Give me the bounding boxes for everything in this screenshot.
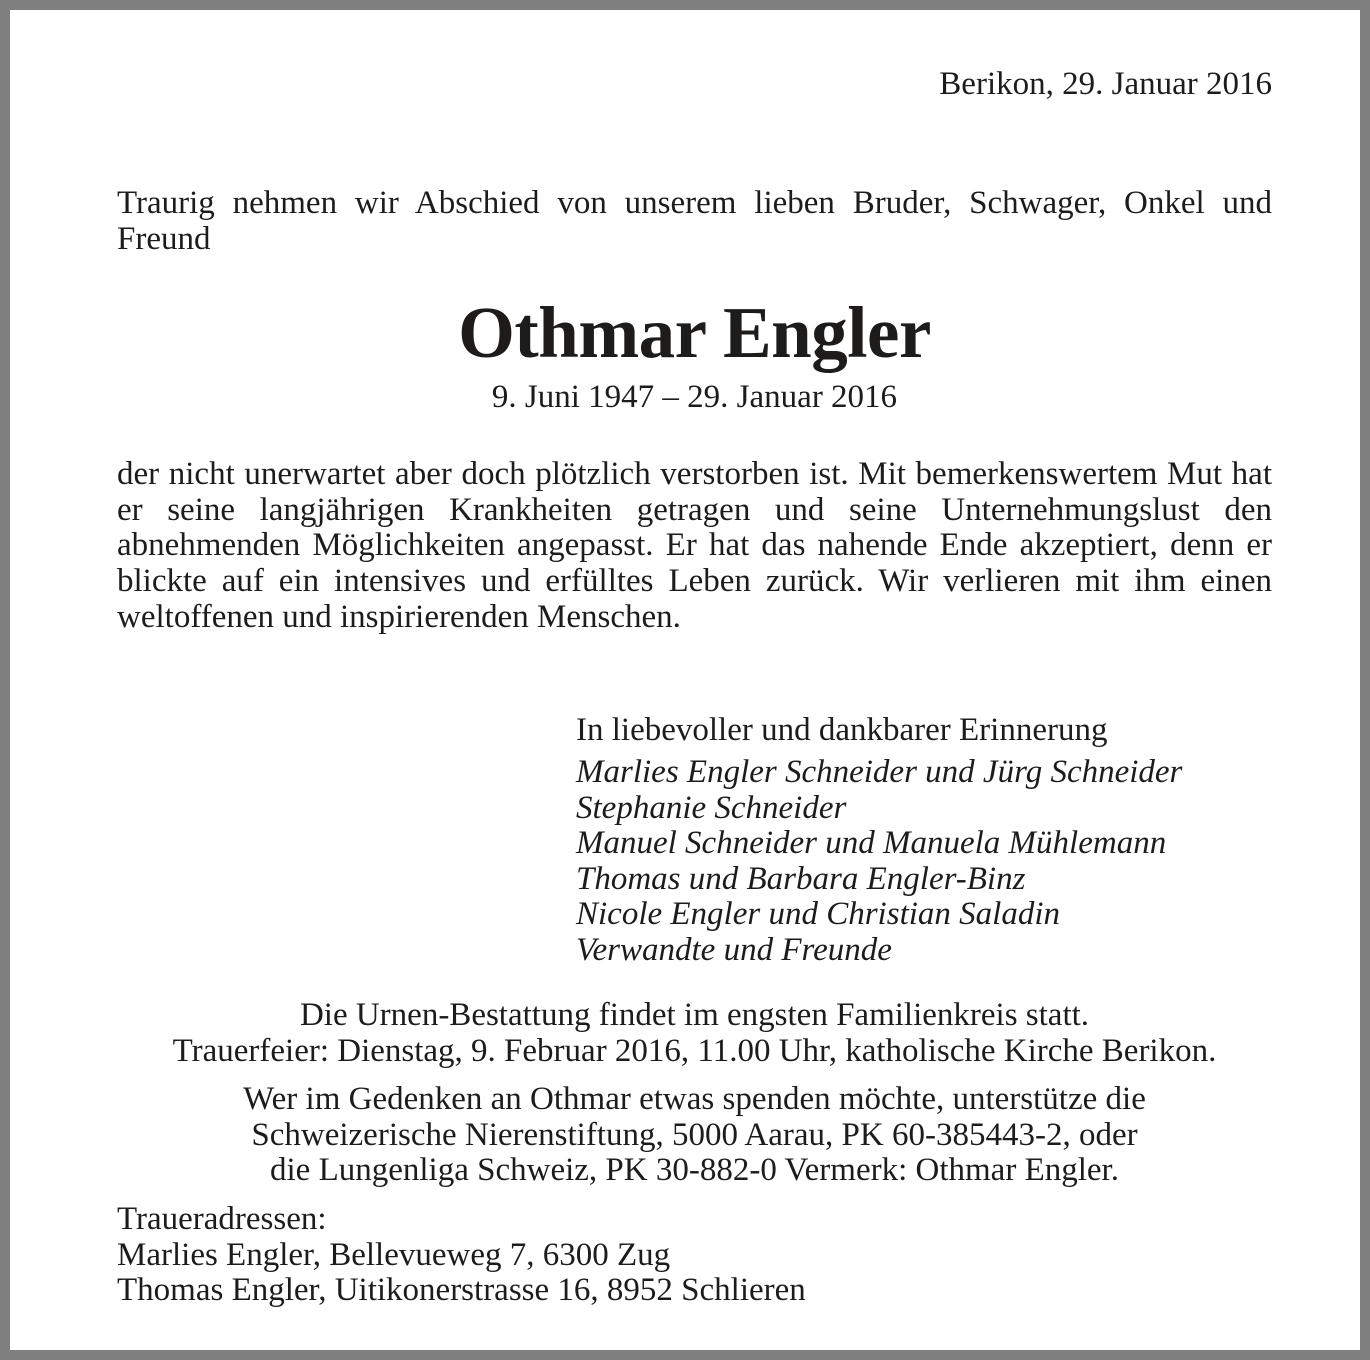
mourner-name: Verwandte und Freunde <box>576 931 892 968</box>
address-line: Marlies Engler, Bellevueweg 7, 6300 Zug <box>117 1236 671 1273</box>
addresses-heading: Traueradressen: <box>117 1201 327 1237</box>
obituary-body: der nicht unerwartet aber doch plötzlich verstorben ist. Mit bemerkenswertem Mut hat er seine langjährigen Krankheiten getragen und seine Unternehmungslust den abnehmenden Möglichkeiten angepasst. Er hat das nahende Ende akzeptiert, denn er blickte auf ein intensives und erfülltes Leben zurück. Wir verlieren mit ihm einen weltoffenen und inspirierenden Menschen. <box>117 456 1272 635</box>
mourning-addresses <box>117 1202 1272 1309</box>
donation-line: Wer im Gedenken an Othmar etwas spenden möchte, unterstütze die <box>243 1081 1146 1117</box>
ceremony-line: Trauerfeier: Dienstag, 9. Februar 2016, 11.00 Uhr, katholische Kirche Berikon. <box>172 1032 1217 1069</box>
donation-line: die Lungenliga Schweiz, PK 30-882-0 Vermerk: Othmar Engler. <box>270 1152 1119 1188</box>
mourner-name: Manuel Schneider und Manuela Mühlemann <box>576 825 1167 861</box>
lifespan-dates: 9. Juni 1947 – 29. Januar 2016 <box>491 379 898 415</box>
donation-info <box>117 1082 1272 1189</box>
mourner-name: Marlies Engler Schneider und Jürg Schneider <box>576 754 1183 790</box>
memory-heading: In liebevoller und dankbarer Erinnerung <box>576 712 1108 748</box>
mourner-name: Nicole Engler und Christian Saladin <box>576 896 1060 932</box>
address-line: Thomas Engler, Uitikonerstrasse 16, 8952 Schlieren <box>117 1272 806 1308</box>
mourner-name: Thomas und Barbara Engler-Binz <box>576 860 1026 897</box>
ceremony-line: Die Urnen-Bestattung findet im engsten Familienkreis statt. <box>299 997 1090 1033</box>
deceased-name: Othmar Engler <box>458 292 931 373</box>
place-date: Berikon, 29. Januar 2016 <box>939 66 1272 102</box>
donation-line: Schweizerische Nierenstiftung, 5000 Aarau, PK 60-385443-2, oder <box>251 1116 1138 1153</box>
ceremony-info <box>117 998 1272 1069</box>
mourner-name: Stephanie Schneider <box>576 789 847 826</box>
memory-section <box>576 711 1276 968</box>
intro-text: Traurig nehmen wir Abschied von unserem lieben Bruder, Schwager, Onkel und Freund <box>117 185 1272 257</box>
